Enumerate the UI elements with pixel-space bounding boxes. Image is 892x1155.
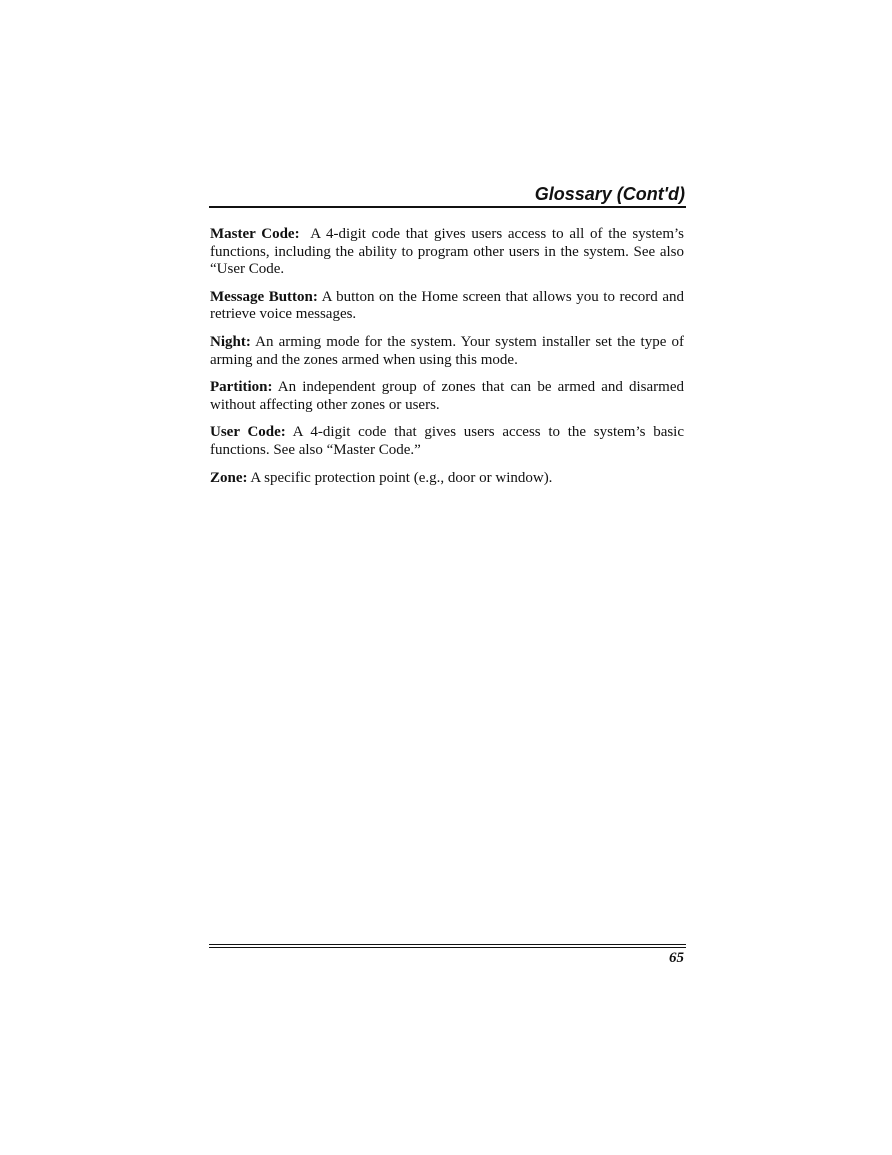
glossary-definition: An independent group of zones that can be armed and disarmed without affecting other zones or users. [210, 379, 684, 413]
glossary-term: User Code: [210, 424, 286, 441]
glossary-term: Master Code: [210, 226, 300, 242]
footer-divider [209, 944, 686, 945]
glossary-entry-message-button [210, 289, 684, 324]
footer-divider [209, 947, 686, 948]
page-title: Glossary (Cont'd) [534, 184, 685, 204]
glossary-entry-night [210, 334, 684, 369]
glossary-definition: A 4-digit code that gives users access to all of the system’s functions, including the ability to program other users in the system. See also “User Code. [210, 226, 688, 278]
glossary-list [210, 226, 688, 497]
glossary-term: Zone: [210, 469, 248, 486]
glossary-definition: A 4-digit code that gives users access to the system’s basic functions. See also “Master Code.” [210, 424, 685, 458]
glossary-term: Night: [210, 333, 251, 350]
glossary-entry-partition [210, 379, 684, 414]
glossary-entry-zone [210, 470, 684, 488]
header-divider [209, 206, 686, 208]
glossary-definition: A button on the Home screen that allows you to record and retrieve voice messages. [210, 288, 684, 323]
glossary-entry-master-code [210, 226, 688, 279]
glossary-definition: A specific protection point (e.g., door or window). [247, 469, 553, 486]
glossary-term: Message Button: [210, 288, 318, 305]
page-number: 65 [669, 950, 684, 966]
glossary-term: Partition: [210, 379, 273, 396]
glossary-definition: An arming mode for the system. Your system installer set the type of arming and the zones armed when using this mode. [210, 333, 684, 368]
glossary-entry-user-code [210, 424, 684, 459]
